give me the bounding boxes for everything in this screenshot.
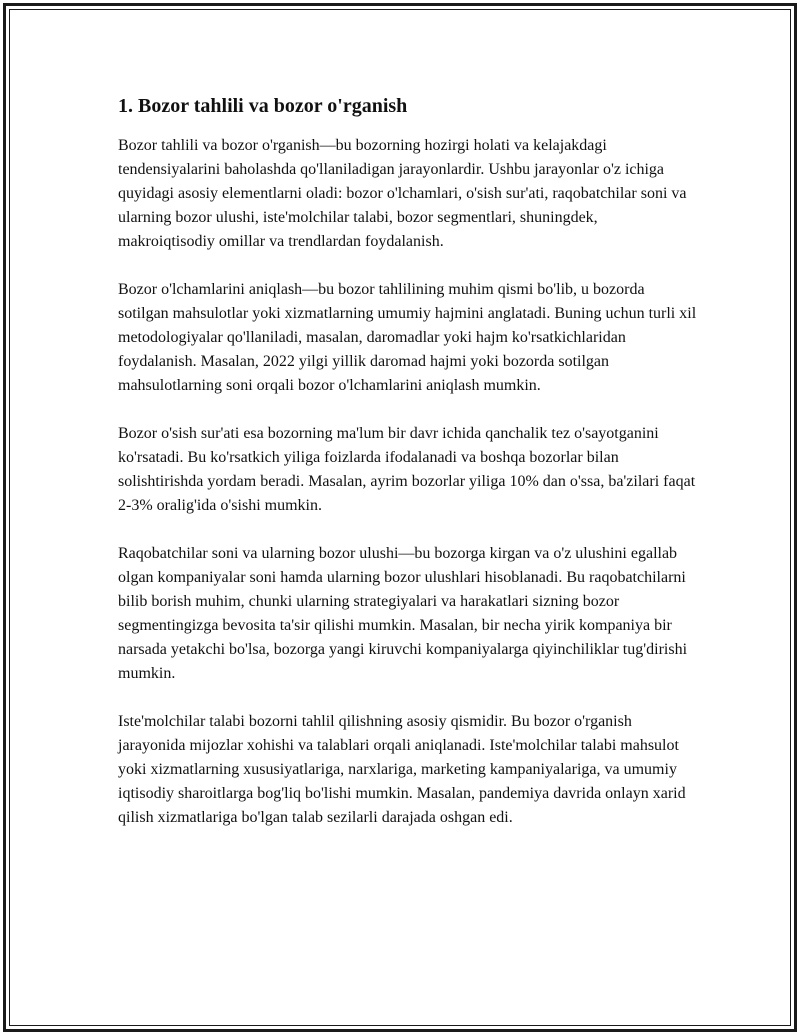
paragraph-growth-rate: Bozor o'sish sur'ati esa bozorning ma'lum bir davr ichida qanchalik tez o'sayotganini ko'rsatadi. Bu ko'rsatkich yiliga foizlarda ifodalanadi va boshqa bozorlar bilan solishtirishda yordam beradi. Masalan, ayrim bozorlar yiliga 10% dan o'ssa, ba'zilari faqat 2-3% oralig'ida o'sishi mumkin. (118, 425, 696, 514)
document-body (118, 92, 698, 854)
paragraph-competitors: Raqobatchilar soni va ularning bozor ulushi—bu bozorga kirgan va o'z ulushini egallab olgan kompaniyalar soni hamda ularning bozor ulushlari hisoblanadi. Bu raqobatchilarni bilib borish muhim, chunki ularning strategiyalari va harakatlari sizning bozor segmentingizga bevosita ta'sir qilishi mumkin. Masalan, bir necha yirik kompaniya bir narsada yetakchi bo'lsa, bozorga yangi kiruvchi kompaniyalarga qiyinchiliklar tug'dirishi mumkin. (118, 545, 688, 682)
paragraph-market-size: Bozor o'lchamlarini aniqlash—bu bozor tahlilining muhim qismi bo'lib, u bozorda sotilgan mahsulotlar yoki xizmatlarning umumiy hajmini anglatadi. Buning uchun turli xil metodologiyalar qo'llaniladi, masalan, daromadlar yoki hajm ko'rsatkichlaridan foydalanish. Masalan, 2022 yilgi yillik daromad hajmi yoki bozorda sotilgan mahsulotlarning soni orqali bozor o'lchamlarini aniqlash mumkin. (118, 281, 697, 394)
paragraph-intro: Bozor tahlili va bozor o'rganish—bu bozorning hozirgi holati va kelajakdagi tendensiyalarini baholashda qo'llaniladigan jarayonlardir. Ushbu jarayonlar o'z ichiga quyidagi asosiy elementlarni oladi: bozor o'lchamlari, o'sish sur'ati, raqobatchilar soni va ularning bozor ulushi, iste'molchilar talabi, bozor segmentlari, shuningdek, makroiqtisodiy omillar va trendlardan foydalanish. (118, 137, 687, 250)
paragraph-consumer-demand: Iste'molchilar talabi bozorni tahlil qilishning asosiy qismidir. Bu bozor o'rganish jarayonida mijozlar xohishi va talablari orqali aniqlanadi. Iste'molchilar talabi mahsulot yoki xizmatlarning xususiyatlariga, narxlariga, marketing kampaniyalariga, va umumiy iqtisodiy sharoitlarga bog'liq bo'lishi mumkin. Masalan, pandemiya davrida onlayn xarid qilish xizmatlariga bo'lgan talab sezilarli darajada oshgan edi. (118, 713, 686, 826)
section-heading: 1. Bozor tahlili va bozor o'rganish (118, 95, 408, 117)
